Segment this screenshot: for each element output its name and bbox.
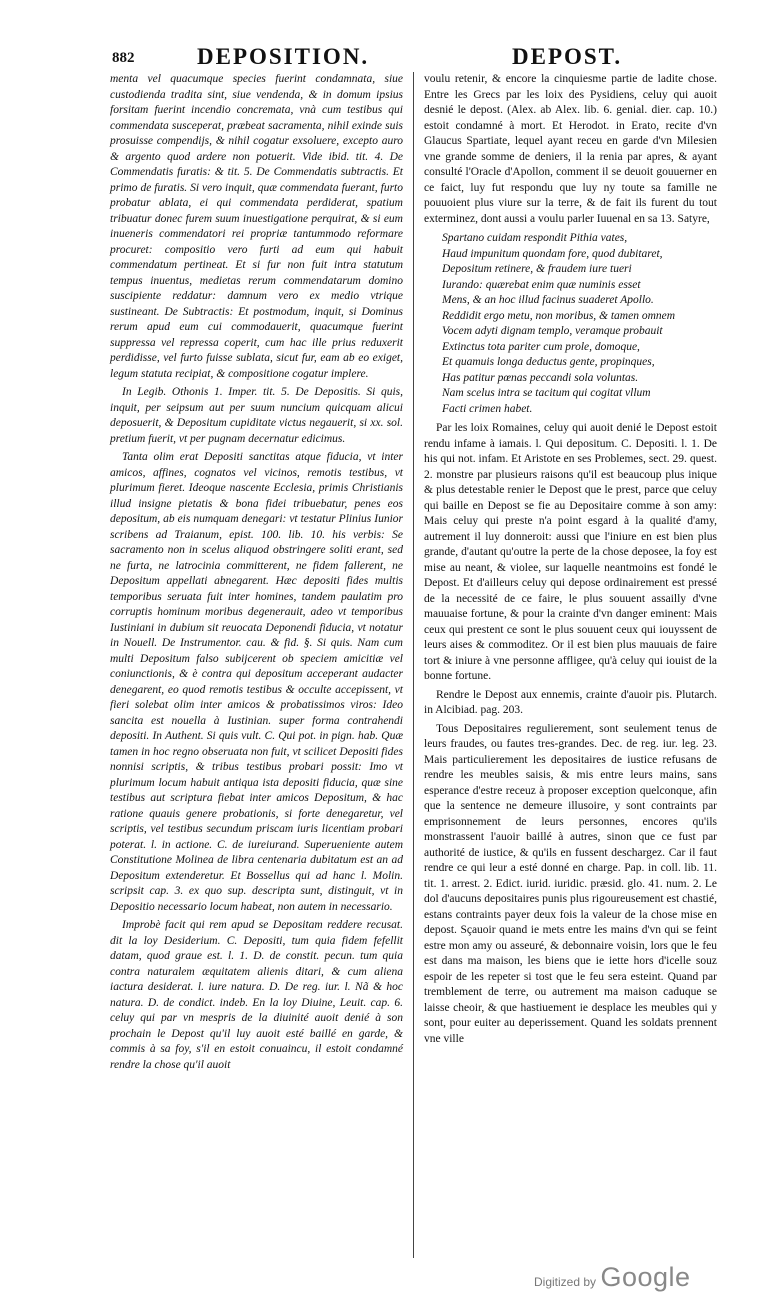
left-paragraph: Tanta olim erat Depositi sanctitas atque fiducia, vt inter amicos, affines, cognatos vel vicinos, remotis testibus, vt plurimum fieret. Ideoque nascente Ecclesia, primis Christianis illud insigne pietatis & bona fidei tribuebatur, penes eos depositum, ab eis numquam denegari: vt testatur Plinius Iunior scribens ad Traianum, epist. 100. lib. 10. his verbis: Se sacramento non in scelus aliquod obstringere soliti erant, sed ne furta, ne latrocinia committerent, ne fidem fallerent, ne Depositum appellati abnegarent. Hæc depositi fides multis temporibus seruata fuit inter homines, tandem paulatim pro corruptis hominum moribus degenerauit, adeo vt temporibus Iustiniani in dubium sit reuocata Deponendi fiducia, vt notatur in Nouell. De Instrumentor. cau. & fid. §. Si quis. Nam cum multi Depositum falso subijcerent ob speciem amicitiæ vel coniunctionis, & è contra qui depositum acceperant audacter denegarent, eo quod remotis testibus & occulte accepissent, vt fieri solebat olim inter amicos & probatissimos viros: Ideo sancita est nouella à Iustinian. super forma contrahendi depositi. In Authent. Si quis vult. C. Qui pot. in pign. hab. Quæ tamen in hoc regno obseruata non fuit, vt scilicet Depositi fides nonnisi scriptis, & tribus testibus probari possit: Imo vt plurimum locum habuit antiqua ista depositi fiducia, quæ sine testibus aut scriptura fiebat inter amicos Depositum, & hac ratione quauis genere probationis, si forte denegaretur, vel scriptis, vel testibus secundum priscam iuris licentiam probari poterat. l. in actione. C. de iureiurand. Superueniente autem Constitutione Molinea de libra centenaria dubitatum est an ad Depositum extenderetur. Et Bossellus qui ad hanc l. Molin. scripsit cap. 3. ex quo sup. descripta sunt, distinguit, vt in Depositio necessario locum habeat, non autem in necessario. bbox=[110, 451, 403, 913]
watermark-label: Digitized by bbox=[534, 1275, 597, 1289]
left-paragraph: Improbè facit qui rem apud se Depositam reddere recusat. dit la loy Desiderium. C. Depositi, tum quia fidem fefellit datam, quod graue est. l. 1. D. de constit. pecun. tum quia contra naturalem æquitatem alienis ditari, & cum aliena iactura desiderat. l. iure natura. D. De reg. iur. l. Nã & hoc natura. D. de condict. indeb. En la loy Diuine, Leuit. cap. 6. celuy qui par vn mespris de la diuinité auoit denié à son prochain le Depost qu'il luy auoit esté baillé en garde, & commis à sa foy, s'il en estoit conuaincu, il estoit condamné rendre la chose qu'il auoit bbox=[110, 919, 403, 1071]
left-column bbox=[110, 72, 403, 1073]
right-paragraph: voulu retenir, & encore la cinquiesme partie de ladite chose. Entre les Grecs par les loix des Pysidiens, celuy qui auoit desnié le depost. (Alex. ab Alex. lib. 6. genial. dier. cap. 10.) estoit condamné à mort. Et Herodot. in Erato, recite d'vn Glaucus Spartiate, lequel ayant receu en garde d'vn Milesien vne grande somme de deniers, il la renia par apres, & ayant consulté l'Oracle d'Apollon, comment il se deuoit gouuerner en ce faict, luy fut respondu que luy ny toute sa famille ne pouuoient plus viure sur la terre, & de fait ils furent du tout exterminez, dont aussi a voulu parler Iuuenal en sa 13. Satyre, bbox=[424, 73, 717, 225]
verse-line: Et quamuis longa deductus gente, propinques, bbox=[442, 356, 655, 368]
running-title-right: DEPOST. bbox=[512, 44, 623, 69]
verse-line: Vocem adyti dignam templo, veramque probauit bbox=[442, 325, 663, 337]
verse-line: Reddidit ergo metu, non moribus, & tamen omnem bbox=[442, 309, 676, 322]
page-header bbox=[112, 44, 716, 72]
right-paragraph: Par les loix Romaines, celuy qui auoit denié le Depost estoit rendu infame à iamais. l. Qui depositum. C. Depositi. l. 1. De his qui not. infam. Et Aristote en ses Problemes, sect. 29. quest. 2. monstre par plusieurs raisons qu'il est beaucoup plus inique & plus detestable renier le Depost que le prest, parce que celuy qui baille en Depost se fie au Depositaire comme à son amy: Mais celuy qui preste n'a point esgard à la qualité d'amy, autrement il luy donneroit: aussi que l'iniure en est bien plus grande, d'autant qu'outre la perte de la chose deposee, la foy est mise au neant, & violee, sur laquelle neantmoins est fondé le Depost. Et d'ailleurs celuy qui depose ordinairement est pressé de la necessité de ce faire, le plus souuent assailly d'vne mauuaise fortune, & pour la crainte d'vn danger eminent: Mais ceux qui prestent ce sont le plus souuent ceux qui iouyssent de leurs aises & commoditez. Or il est bien plus mauuais de faire tort & iniure à vne personne affligee, qu'à celuy qui iouist de la bonne fortune. bbox=[424, 422, 717, 682]
verse-line: Depositum retinere, & fraudem iure tueri bbox=[442, 263, 632, 275]
right-column bbox=[424, 72, 717, 1047]
verse-line: Has patitur pœnas peccandi sola voluntas. bbox=[442, 371, 639, 384]
verse-line: Extinctus tota pariter cum prole, domoque, bbox=[442, 340, 640, 353]
verse-line: Iurando: quærebat enim quæ numinis esset bbox=[442, 278, 641, 291]
right-paragraph: Tous Depositaires regulierement, sont seulement tenus de leurs fraudes, ou fautes tres-grandes. Dec. de reg. iur. leg. 23. Mais particulierement les depositaires de iustice refusans de rendre les meubles saisis, & mis entre leurs mains, sans esperance d'estre receuz à proposer exception quelconque, afin que la sentence ne demeure illusoire, y sont contraints par emprisonnement de leurs personnes, encores qu'ils monstrassent l'auoir baillé à autres, sinon que ce fust par authorité de iustice, & qu'ils en fussent deschargez. Car il faut rendre ce qui leur a esté donné en charge. Pap. in coll. lib. 11. tit. 1. arrest. 2. Edict. iurid. iuridic. præsid. glo. 41. num. 2. Le dol d'aucuns depositaires punis plus rigoureusement est chastié, estans contraints payer deux fois la valeur de la chose mise en depost. Sçauoir quand ie mets entre les mains d'vn qui se feint estre mon amy ou asseuré, & debonnaire voisin, lors que le feu est dans ma maison, les biens que ie iette hors d'icelle souz espoir de les repeter si tost que le feu sera esteint. Quand par tremblement de terre, ou autrement ma maison caduque se laisse cheoir, & que hastiuement ie desplace les meubles qui y sont, pour euiter au deperissement. Quand les soldats prennent vne ville bbox=[424, 722, 717, 1045]
column-divider bbox=[413, 72, 414, 1258]
juvenal-verse bbox=[442, 231, 717, 417]
digitized-watermark bbox=[534, 1262, 691, 1293]
right-paragraph: Rendre le Depost aux ennemis, crainte d'auoir pis. Plutarch. in Alcibiad. pag. 203. bbox=[424, 688, 717, 716]
running-title-left: DEPOSITION. bbox=[197, 44, 370, 69]
verse-line: Nam scelus intra se tacitum qui cogitat vllum bbox=[442, 387, 651, 399]
left-paragraph: menta vel quacumque species fuerint condamnata, siue custodienda tradita sint, siue vendenda, & in domum ipsius forsitam fuerint incendio concremata, vnà cum testibus qui commendata susceperat, præbeat sacramenta, nihil exinde suis prosuisse compendijs, & nihil cogatur exsoluere, excepto auro & argento quod ardere non potuerit. Vide ibid. tit. 4. De Commendatis furatis: & tit. 5. De Commendatis subtractis. Et primo de furatis. Si vero inquit, quæ commendata fuerant, furto probatur ablata, ei qui commendata perdiderat, spatium tribuatur donec furem suum inuestigatione perquirat, & si eum inueneris commendatori rei propriæ tantummodo reformare procuret: compositio vero furti ad eum qui habuit commendatum pertineat. Et si fur non fuit intra statutum tempus inuentus, medietas rerum commendatarum domino suscipiente reddatur: damnum vero ex medio vtrique sustineant. De Subtractis: Et postmodum, inquit, si Dominus rerum apud eum cui commodauerit, quacumque fuerint suppressa vel repressa coperit, cum hac ille prius reduxerit perdidisse, vel furto fuisse sublata, sicut fur, eam ab eo exiget, legum statuta recipiat, & compositione cogatur implere. bbox=[110, 73, 403, 380]
left-paragraph: In Legib. Othonis 1. Imper. tit. 5. De Depositis. Si quis, inquit, per seipsum aut per suum nuncium quicquam alicui deposuerit, & Depositum cupiditate victus negauerit, si xx. sol. pretium fuerit, vt per pugnam decernatur edicimus. bbox=[110, 386, 403, 445]
page-number: 882 bbox=[112, 50, 135, 66]
verse-line: Mens, & an hoc illud facinus suaderet Apollo. bbox=[442, 294, 654, 306]
verse-line: Facti crimen habet. bbox=[442, 402, 533, 415]
verse-line: Spartano cuidam respondit Pithia vates, bbox=[442, 232, 628, 244]
verse-line: Haud impunitum quondam fore, quod dubitaret, bbox=[442, 247, 663, 260]
google-logo: Google bbox=[600, 1262, 691, 1292]
